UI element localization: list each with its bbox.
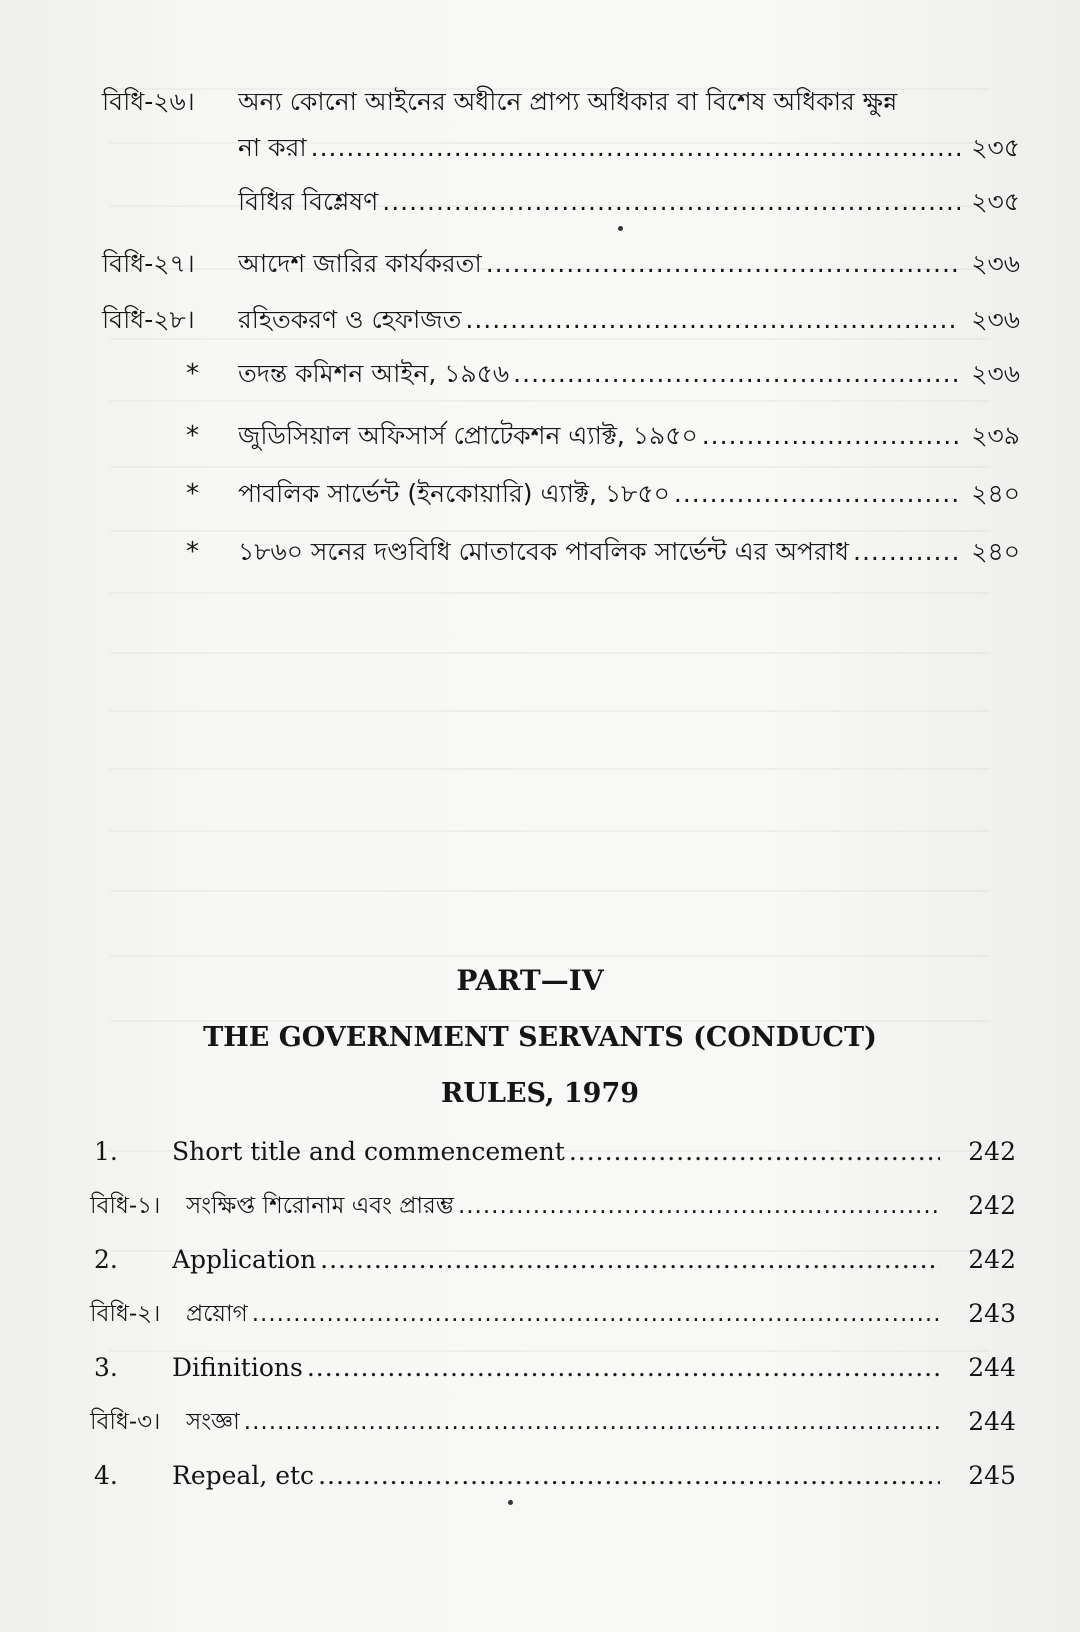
page-number: ২৩৯ [971,421,1020,450]
entry-title: Short title and commencement [172,1137,565,1166]
leader-dots [320,1236,940,1284]
bullet-star: * [186,359,199,389]
leader-dots [458,1182,940,1230]
toc-entry [0,1452,1080,1500]
toc-entry [0,178,1080,226]
rule-number: বিধি-২৭। [102,249,195,278]
entry-title: প্রয়োগ [186,1301,248,1327]
page-number: 244 [968,1407,1016,1436]
page-number: 242 [968,1245,1016,1274]
page-number: ২৪০ [971,537,1020,566]
toc-entry [0,350,1080,398]
entry-title: আদেশ জারির কার্যকরতা [238,249,482,278]
toc-entry [0,1182,1080,1230]
toc-entry [0,1344,1080,1392]
page-number: 242 [968,1137,1016,1166]
page-number: ২৩৬ [971,249,1020,278]
entry-title: সংক্ষিপ্ত শিরোনাম এবং প্রারম্ভ [186,1193,454,1219]
toc-entry [0,412,1080,460]
page-number: ২৩৬ [971,359,1020,388]
bullet-star: * [186,479,199,509]
rule-number: 2. [94,1245,118,1274]
leader-dots [702,412,960,460]
page-number: ২৩৫ [971,187,1020,216]
rule-number: 4. [94,1461,118,1490]
toc-entry-continuation [0,124,1080,172]
page-number: ২৪০ [971,479,1020,508]
leader-dots [382,178,960,226]
toc-entry [0,296,1080,344]
page-number: ২৩৫ [971,133,1020,162]
leader-dots [853,528,960,576]
part-title-line-2: RULES, 1979 [440,1078,640,1109]
toc-entry [0,1128,1080,1176]
leader-dots [307,1344,940,1392]
leader-dots [244,1398,940,1446]
entry-title: Difinitions [172,1353,303,1382]
toc-entry [0,470,1080,518]
leader-dots [513,350,960,398]
entry-title: Repeal, etc [172,1461,315,1490]
toc-entry [0,528,1080,576]
entry-title-line: না করা [238,133,307,162]
part-label: PART—IV [456,964,604,997]
entry-title: তদন্ত কমিশন আইন, ১৯৫৬ [238,359,510,388]
entry-title-line: অন্য কোনো আইনের অধীনে প্রাপ্য অধিকার বা বিশেষ অধিকার ক্ষুন্ন [238,87,898,116]
leader-dots [674,470,960,518]
leader-dots [486,240,960,288]
toc-entry [0,240,1080,288]
leader-dots [465,296,960,344]
bullet-star: * [186,537,199,567]
toc-entry [0,1398,1080,1446]
entry-title: বিধির বিশ্লেষণ [238,187,379,216]
entry-title: জুডিসিয়াল অফিসার্স প্রোটেকশন এ্যাক্ট, ১৯৫০ [238,421,698,450]
rule-number: বিধি-২৬। [102,87,195,116]
rule-number: বিধি-৩। [90,1409,161,1435]
entry-title: পাবলিক সার্ভেন্ট (ইনকোয়ারি) এ্যাক্ট, ১৮৫০ [238,479,670,508]
leader-dots [311,124,960,172]
page-number: ২৩৬ [971,305,1020,334]
page-number: 244 [968,1353,1016,1382]
toc-entry [0,1290,1080,1338]
rule-number: বিধি-২। [90,1301,161,1327]
part-title-line-1: THE GOVERNMENT SERVANTS (CONDUCT) [203,1022,877,1053]
entry-title: ১৮৬০ সনের দণ্ডবিধি মোতাবেক পাবলিক সার্ভেন্ট এর অপরাধ [238,537,850,566]
leader-dots [252,1290,940,1338]
bullet-star: * [186,421,199,451]
page-number: 245 [968,1461,1016,1490]
entry-title: Application [172,1245,317,1274]
page-number: 243 [968,1299,1016,1328]
rule-number: 1. [94,1137,118,1166]
leader-dots [318,1452,940,1500]
entry-title: রহিতকরণ ও হেফাজত [238,305,462,334]
entry-title: সংজ্ঞা [186,1409,240,1435]
toc-entry [0,1236,1080,1284]
toc-entry [0,78,1080,126]
rule-number: বিধি-১। [90,1193,161,1219]
rule-number: বিধি-২৮। [102,305,195,334]
leader-dots [569,1128,940,1176]
page-number: 242 [968,1191,1016,1220]
rule-number: 3. [94,1353,118,1382]
